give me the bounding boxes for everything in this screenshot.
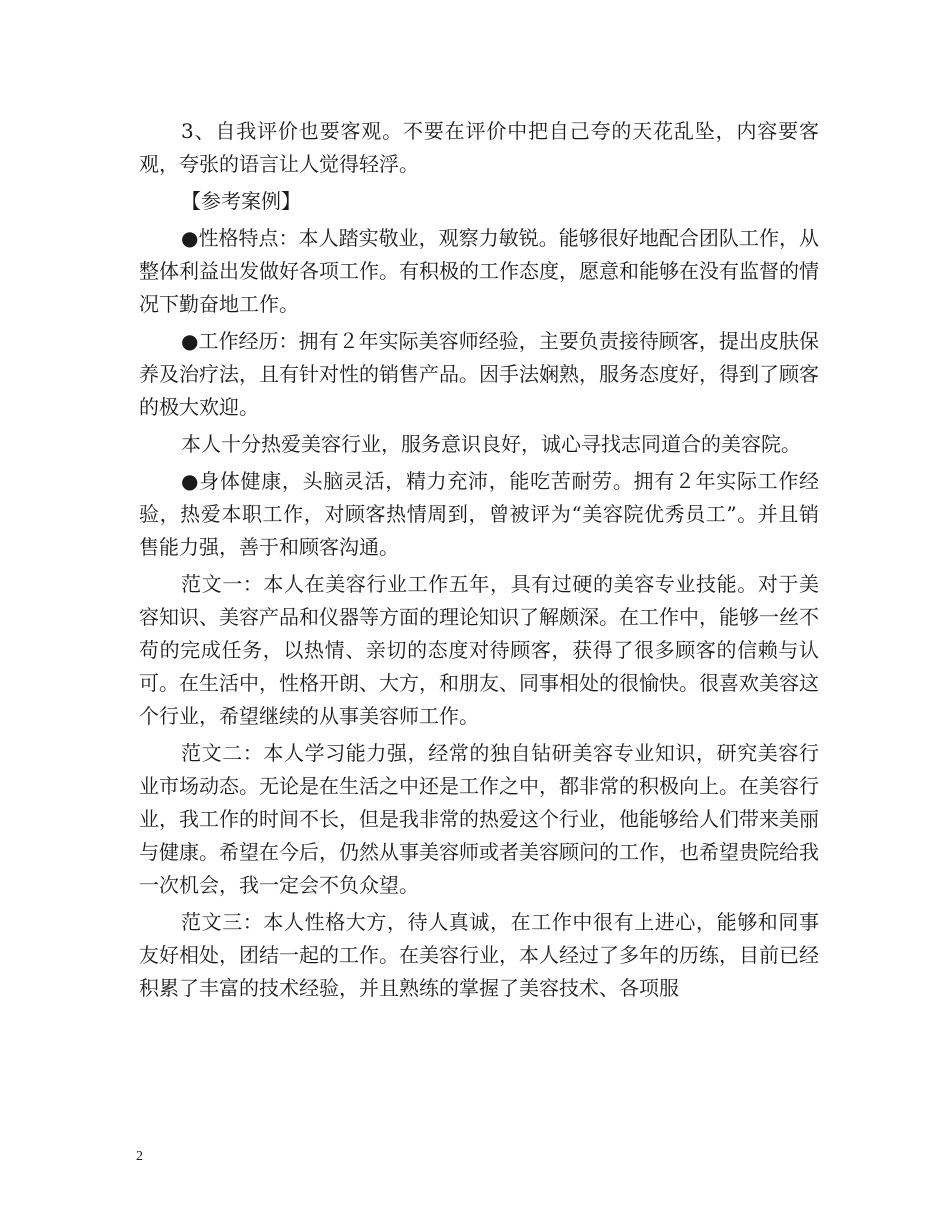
paragraph-personality: ●性格特点：本人踏实敬业，观察力敏锐。能够很好地配合团队工作，从整体利益出发做好各项工作。有积极的工作态度，愿意和能够在没有监督的情况下勤奋地工作。 — [139, 226, 819, 316]
page-number: 2 — [136, 1149, 143, 1164]
paragraph-sample-three: 范文三：本人性格大方，待人真诚，在工作中很有上进心，能够和同事友好相处，团结一起的工作。在美容行业，本人经过了多年的历练，目前已经积累了丰富的技术经验，并且熟练的掌握了美容技术、各项服 — [139, 910, 819, 1000]
document-body — [139, 115, 819, 1009]
paragraph-evaluation-tip: 3、自我评价也要客观。不要在评价中把自己夸的天花乱坠，内容要客观，夸张的语言让人觉得轻浮。 — [139, 119, 819, 176]
paragraph-health: ●身体健康，头脑灵活，精力充沛，能吃苦耐劳。拥有２年实际工作经验，热爱本职工作，对顾客热情周到，曾被评为“美容院优秀员工”。并且销售能力强，善于和顾客沟通。 — [139, 469, 819, 559]
paragraph-work-experience: ●工作经历：拥有２年实际美容师经验，主要负责接待顾客，提出皮肤保养及治疗法，且有针对性的销售产品。因手法娴熟，服务态度好，得到了顾客的极大欢迎。 — [139, 329, 819, 419]
paragraph-reference-heading: 【参考案例】 — [181, 189, 301, 213]
paragraph-sample-two: 范文二：本人学习能力强，经常的独自钻研美容专业知识，研究美容行业市场动态。无论是在生活之中还是工作之中，都非常的积极向上。在美容行业，我工作的时间不长，但是我非常的热爱这个行业，他能够给人们带来美丽与健康。希望在今后，仍然从事美容师或者美容顾问的工作，也希望贵院给我一次机会，我一定会不负众望。 — [139, 741, 819, 897]
paragraph-passion: 本人十分热爱美容行业，服务意识良好，诚心寻找志同道合的美容院。 — [181, 432, 801, 456]
paragraph-sample-one: 范文一：本人在美容行业工作五年，具有过硬的美容专业技能。对于美容知识、美容产品和仪器等方面的理论知识了解颇深。在工作中，能够一丝不苟的完成任务，以热情、亲切的态度对待顾客，获得了很多顾客的信赖与认可。在生活中，性格开朗、大方，和朋友、同事相处的很愉快。很喜欢美容这个行业，希望继续的从事美容师工作。 — [139, 572, 819, 728]
